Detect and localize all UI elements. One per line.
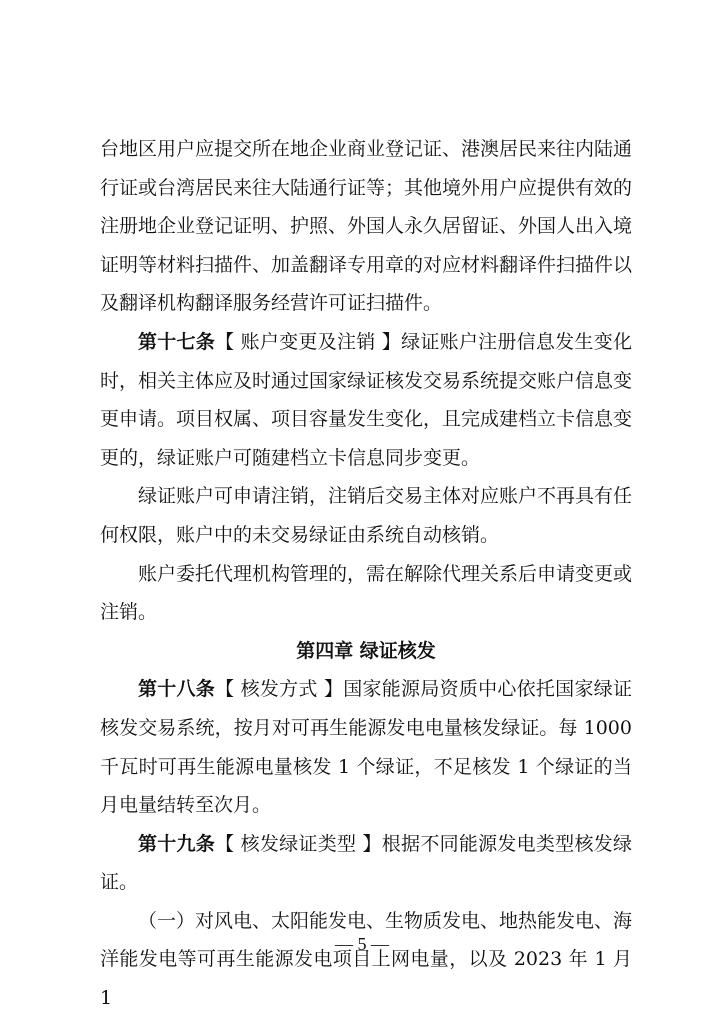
intro-paragraph: 台地区用户应提交所在地企业商业登记证、港澳居民来往内陆通行证或台湾居民来往大陆通行证等；其他境外用户应提供有效的注册地企业登记证明、护照、外国人永久居留证、外国人出入境证明等材料扫描件、加盖翻译专用章的对应材料翻译件扫描件以及翻译机构翻译服务经营许可证扫描件。 bbox=[100, 138, 633, 315]
article-19-paragraph bbox=[100, 825, 632, 902]
article-17-paragraph bbox=[100, 323, 632, 477]
article-17-subject: 【 账户变更及注销 】 bbox=[215, 330, 402, 353]
account-cancel-paragraph: 绿证账户可申请注销，注销后交易主体对应账户不再具有任何权限，账户中的未交易绿证由系统自动核销。 bbox=[100, 485, 633, 546]
agency-paragraph: 账户委托代理机构管理的，需在解除代理关系后申请变更或注销。 bbox=[100, 562, 633, 624]
article-18-subject: 【 核发方式 】 bbox=[215, 678, 344, 701]
article-18-heading: 第十八条 bbox=[138, 678, 216, 701]
article-19-text: 根据不同能源发电类型核发绿证。 bbox=[100, 832, 632, 894]
chapter-4-title: 第四章 绿证核发 bbox=[296, 639, 436, 662]
article-18-text: 国家能源局资质中心依托国家绿证核发交易系统，按月对可再生能源发电电量核发绿证。每 1000 千瓦时可再生能源电量核发 1 个绿证，不足核发 1 个绿证的当月电量结转至次月。 bbox=[100, 678, 632, 817]
page-number: — 5 — bbox=[335, 934, 389, 954]
article-19-heading: 第十九条 bbox=[138, 832, 216, 855]
item-1-paragraph: （一）对风电、太阳能发电、生物质发电、地热能发电、海洋能发电等可再生能源发电项目上网电量，以及 2023 年 1 月 1 bbox=[100, 909, 633, 1010]
article-18-paragraph bbox=[100, 670, 632, 824]
article-17-heading: 第十七条 bbox=[138, 330, 216, 353]
article-19-subject: 【 核发绿证类型 】 bbox=[215, 832, 382, 855]
article-17-text: 绿证账户注册信息发生变化时，相关主体应及时通过国家绿证核发交易系统提交账户信息变更申请。项目权属、项目容量发生变化，且完成建档立卡信息变更的，绿证账户可随建档立卡信息同步变更。 bbox=[100, 330, 633, 469]
document-body bbox=[100, 130, 632, 1018]
